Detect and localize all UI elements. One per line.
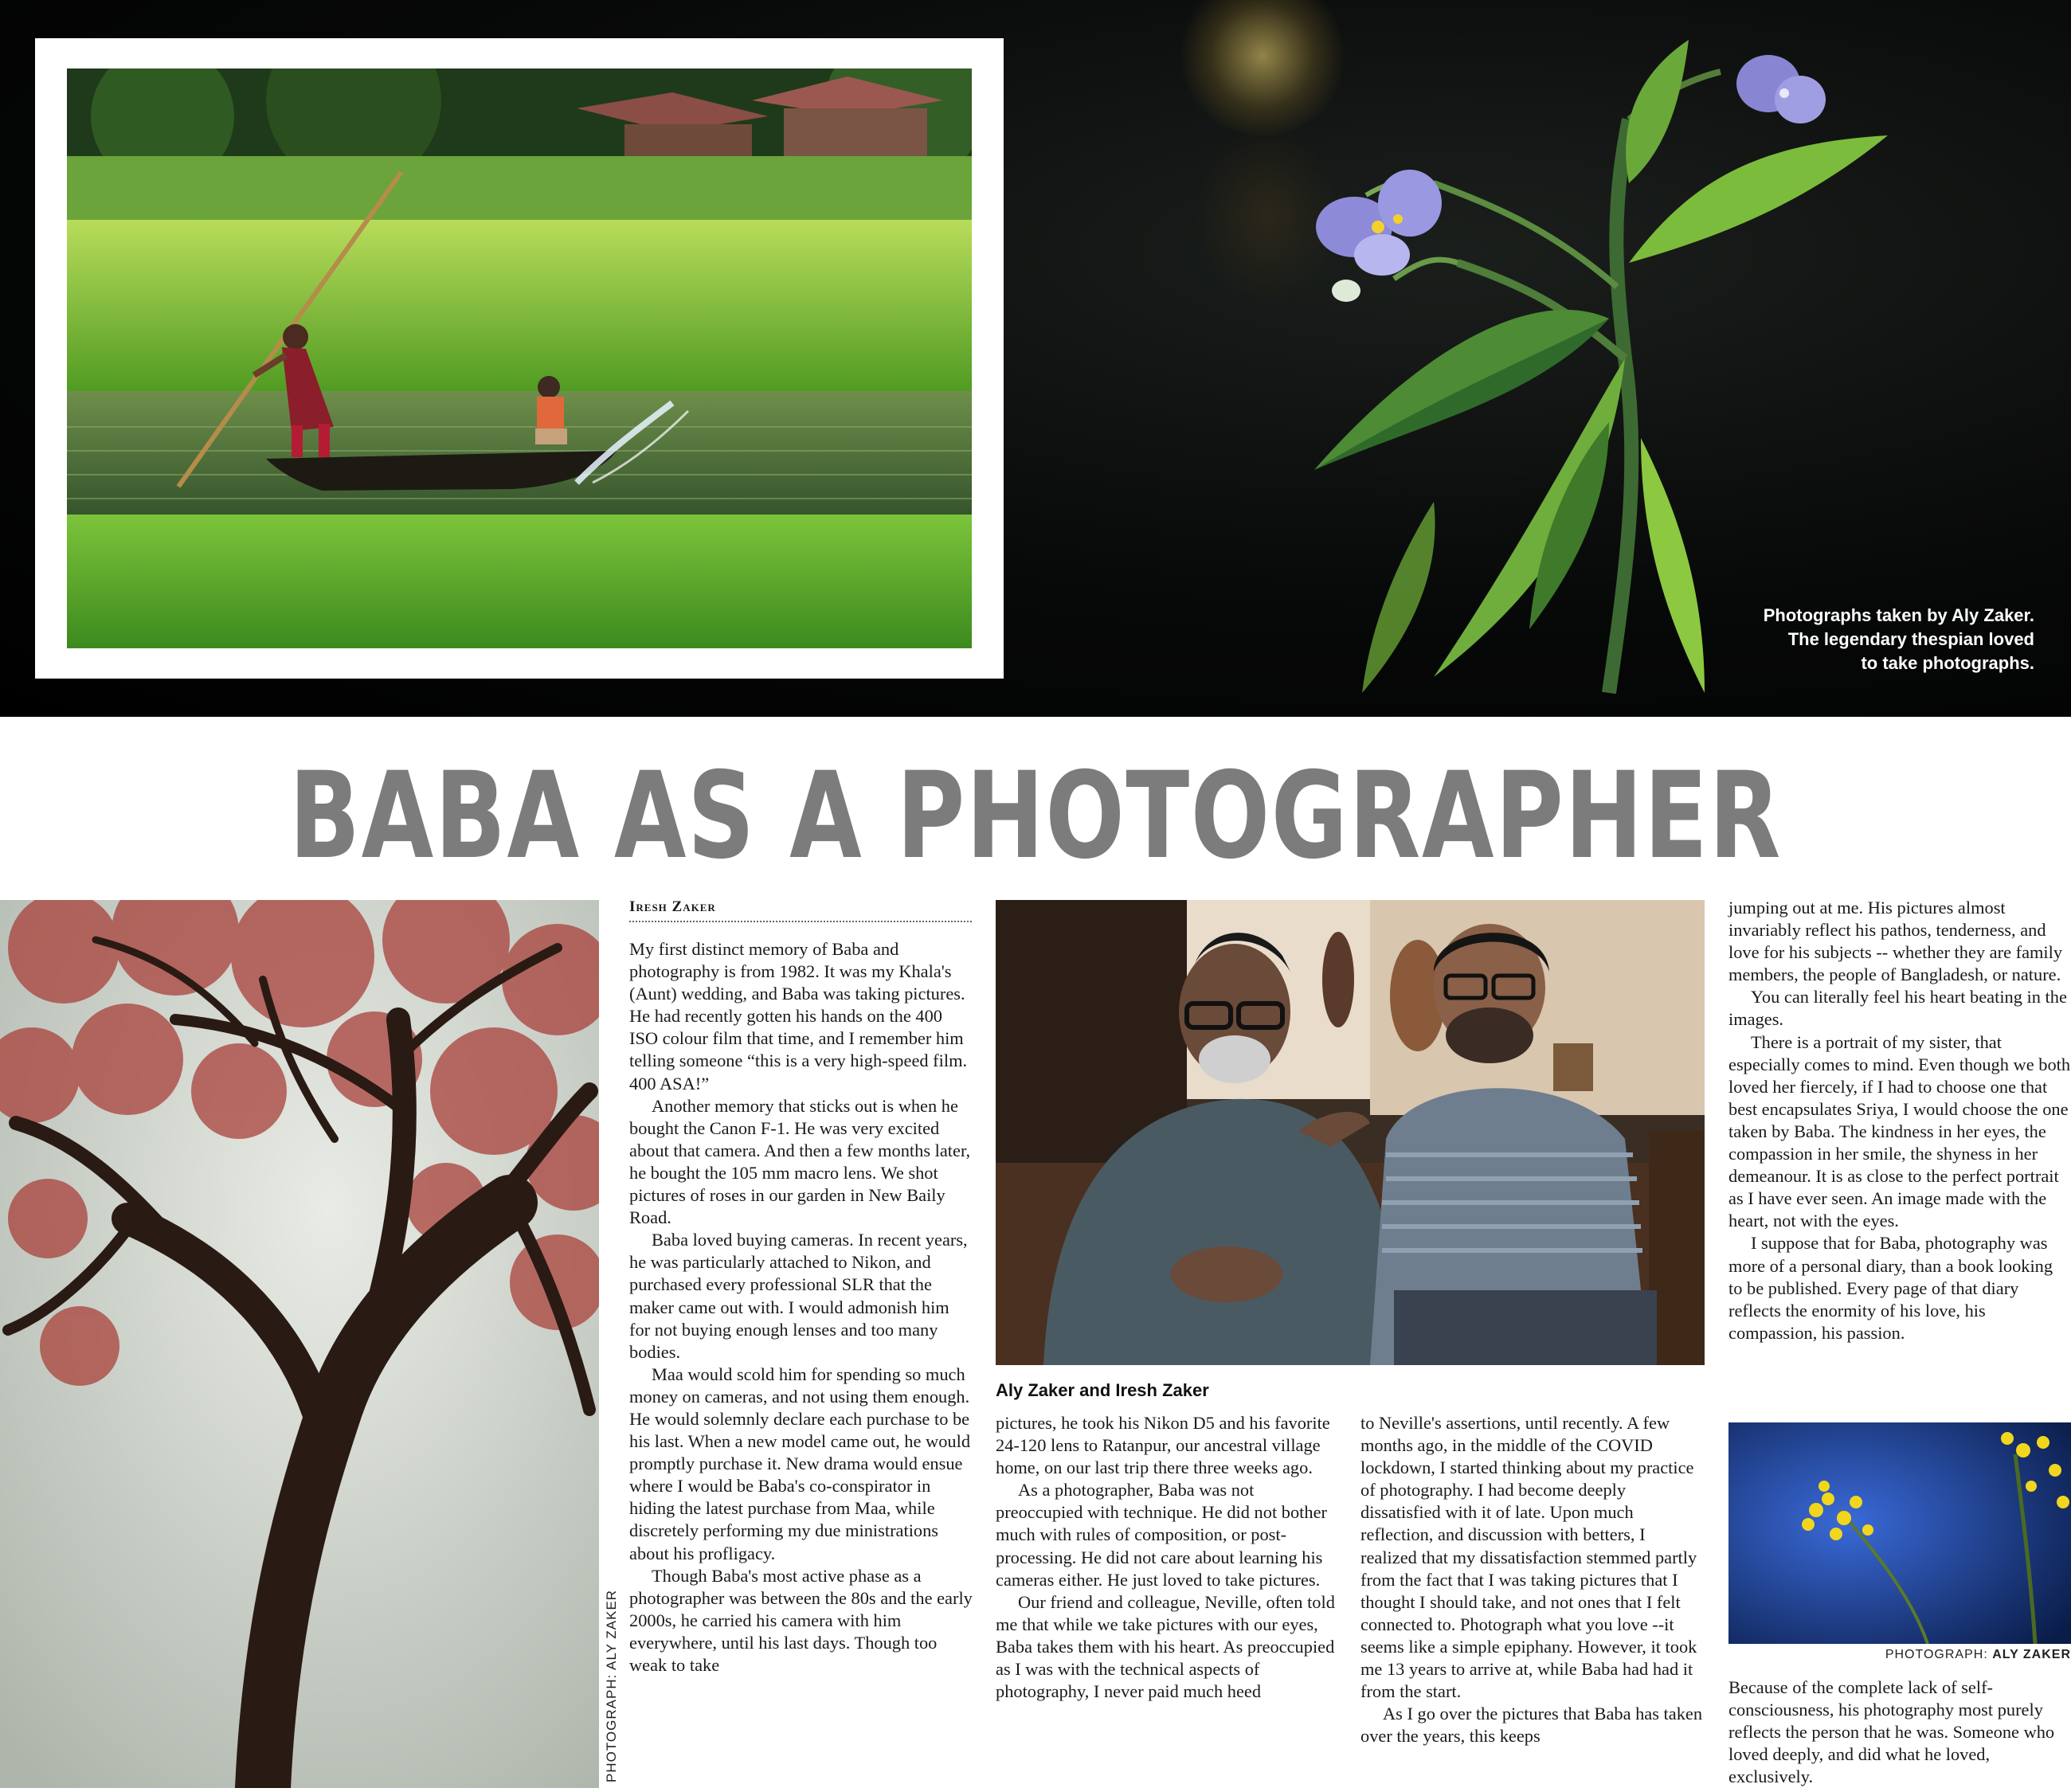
- boat-on-river-photo: [67, 68, 972, 648]
- byline: Iresh Zaker: [629, 898, 972, 922]
- paragraph: pictures, he took his Nikon D5 and his favorite 24-120 lens to Ratanpur, our ancestral village home, on our last trip there three weeks ago.: [996, 1413, 1330, 1478]
- credit-prefix: PHOTOGRAPH:: [1885, 1648, 1993, 1661]
- small-photo-credit: [1728, 1648, 2071, 1662]
- article-column-4: [1728, 897, 2071, 1344]
- paragraph: Baba loved buying cameras. In recent years, he was particularly attached to Nikon, and purchased every professional SLR that the maker came out with. I would admonish him for not buying enough lenses and too many bodies.: [629, 1230, 968, 1362]
- mustard-flower-photo: [1728, 1422, 2071, 1644]
- paragraph: As a photographer, Baba was not preoccupied with technique. He did not bother much with rules of composition, or post-processing. He did not care about learning his cameras either. He just loved to take pictures.: [996, 1480, 1327, 1590]
- tree-canopy-photo: [0, 900, 599, 1788]
- article-column-4-end: [1728, 1677, 2071, 1788]
- headline: BABA AS A PHOTOGRAPHER: [288, 747, 1783, 886]
- article-column-3: [1360, 1412, 1703, 1747]
- paragraph: My first distinct memory of Baba and photography is from 1982. It was my Khala's (Aunt) wedding, and Baba was taking pictures. He had recently gotten his hands on the 400 ISO colour film that time, and I remember him telling someone “this is a very high-speed film. 400 ASA!”: [629, 939, 968, 1094]
- paragraph: jumping out at me. His pictures almost invariably reflect his pathos, tenderness, and love for his subjects -- whether they are family members, the people of Bangladesh, or nature.: [1728, 898, 2063, 985]
- paragraph: Maa would scold him for spending so much money on cameras, and not using them enough. He would solemnly declare each purchase to be his last. When a new model came out, he would promptly purchase it. New drama would ensue where I would be Baba's co-conspirator in hiding the latest purchase from Maa, while discretely performing my due ministrations about his profligacy.: [629, 1364, 971, 1563]
- paragraph: As I go over the pictures that Baba has taken over the years, this keeps: [1360, 1704, 1703, 1747]
- article-column-2: [996, 1412, 1338, 1703]
- paragraph: to Neville's assertions, until recently. A few months ago, in the middle of the COVID lockdown, I started thinking about my practice of photography. I had become deeply dissatisfied with it of late. Upon much reflection, and discussion with betters, I realized that my dissatisfaction stemmed partly from the fact that I was taking pictures that I thought I should take, and not ones that I felt connected to. Photograph what you love --it seems like a simple epiphany. However, it took me 13 years to arrive at, while Baba had had it from the start.: [1360, 1413, 1697, 1702]
- paragraph: Another memory that sticks out is when he bought the Canon F-1. He was very excited about that camera. And then a few months later, he bought the 105 mm macro lens. We shot pictures of roses in our garden in New Baily Road.: [629, 1095, 971, 1228]
- banner-caption: Photographs taken by Aly Zaker. The legendary thespian loved to take photographs.: [1763, 605, 2034, 673]
- article-column-1: [629, 938, 973, 1677]
- portrait-photo: [996, 900, 1705, 1365]
- paragraph: Our friend and colleague, Neville, often told me that while we take pictures with our eyes, Baba takes them with his heart. As preoccupied as I was with the technical aspects of photography, I never paid much heed: [996, 1591, 1335, 1702]
- tree-photo-credit: PHOTOGRAPH: ALY ZAKER: [604, 1589, 619, 1782]
- paragraph: Though Baba's most active phase as a photographer was between the 80s and the early 2000s, he carried his camera with him everywhere, until his last days. Though too weak to take: [629, 1565, 973, 1675]
- banner-photo: [0, 0, 2071, 717]
- paragraph: Because of the complete lack of self-consciousness, his photography most purely reflects the person that he was. Someone who loved deeply, and did what he loved, exclusively.: [1728, 1677, 2055, 1787]
- paragraph: There is a portrait of my sister, that especially comes to mind. Even though we both loved her fiercely, if I had to choose one that best encapsulates Sriya, I would choose the one taken by Baba. The kindness in her eyes, the compassion in her smile, the shyness in her demeanour. It is as close to the perfect portrait as I have ever seen. An image made with the heart, not with the eyes.: [1728, 1031, 2071, 1231]
- portrait-caption: Aly Zaker and Iresh Zaker: [996, 1380, 1209, 1400]
- paragraph: I suppose that for Baba, photography was more of a personal diary, than a book looking to be published. Every page of that diary reflects the enormity of his love, his compassion, his passion.: [1728, 1233, 2053, 1343]
- credit-name: ALY ZAKER: [1992, 1648, 2071, 1661]
- paragraph: You can literally feel his heart beating in the images.: [1728, 987, 2067, 1030]
